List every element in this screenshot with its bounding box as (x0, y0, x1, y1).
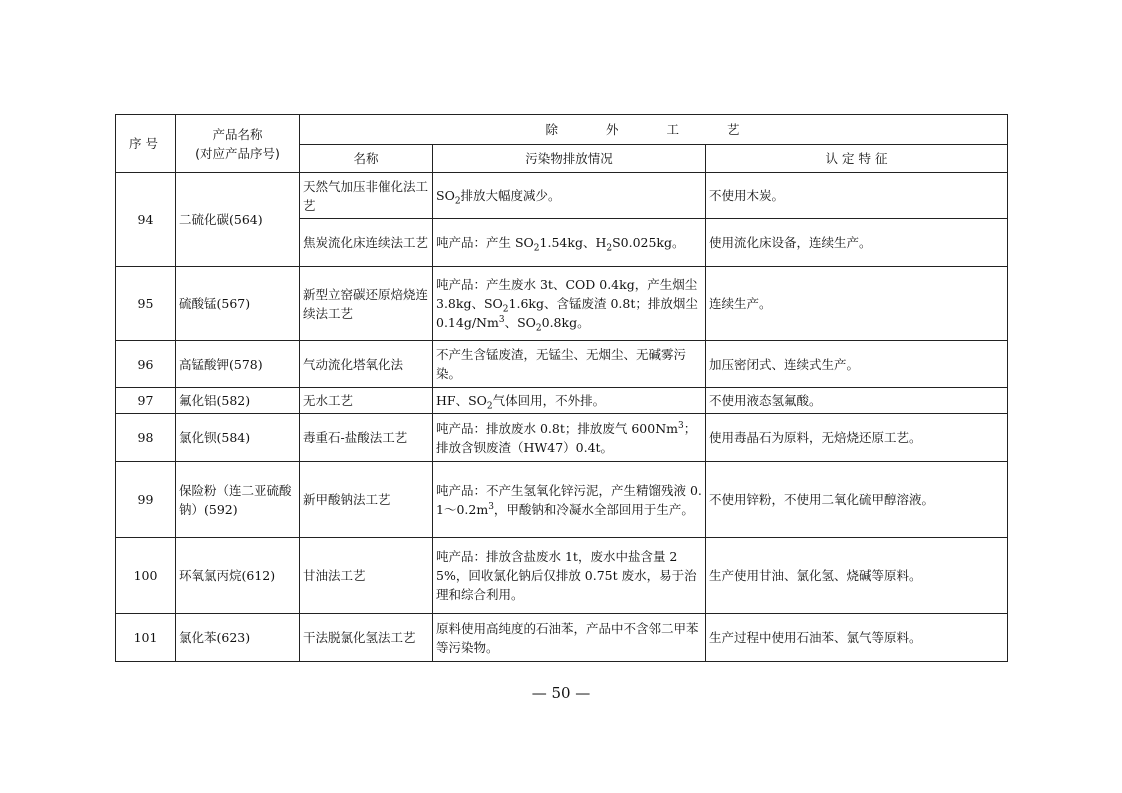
row-pollutant: 吨产品：排放含盐废水 1t，废水中盐含量 25%，回收氯化钠后仅排放 0.75t 废水，易于治理和综合利用。 (433, 538, 706, 614)
header-seq: 序号 (116, 115, 176, 173)
row-pollutant: 吨产品：产生废水 3t、COD 0.4kg，产生烟尘 3.8kg、$SO_21.6kg$、含锰废渣 0.8t；排放烟尘 0.14g/Nm$^3$、$SO_20.8kg$。 (433, 267, 706, 341)
row-product: 二硫化碳(564) (176, 173, 300, 267)
row-pollutant: 吨产品：排放废水 0.8t；排放废气 600Nm$^3$；排放含钡废渣（HW47）0.4t。 (433, 414, 706, 462)
row-product: 保险粉（连二亚硫酸钠）(592) (176, 462, 300, 538)
row-seq: 99 (116, 462, 176, 538)
row-feature: 生产过程中使用石油苯、氯气等原料。 (706, 614, 1008, 662)
row-seq: 101 (116, 614, 176, 662)
row-product: 硫酸锰(567) (176, 267, 300, 341)
row-pollutant: 原料使用高纯度的石油苯，产品中不含邻二甲苯等污染物。 (433, 614, 706, 662)
row-feature: 使用流化床设备，连续生产。 (706, 219, 1008, 267)
row-process-name: 焦炭流化床连续法工艺 (300, 219, 433, 267)
row-process-name: 毒重石-盐酸法工艺 (300, 414, 433, 462)
row-process-name: 干法脱氯化氢法工艺 (300, 614, 433, 662)
row-product: 氯化钡(584) (176, 414, 300, 462)
row-pollutant: $SO_2$排放大幅度减少。 (433, 173, 706, 219)
table-row (116, 341, 1008, 388)
header-exclusion-group: 除 外 工 艺 (300, 115, 1008, 145)
row-pollutant: 不产生含锰废渣，无锰尘、无烟尘、无碱雾污染。 (433, 341, 706, 388)
row-process-name: 甘油法工艺 (300, 538, 433, 614)
row-seq: 95 (116, 267, 176, 341)
row-product: 氟化铝(582) (176, 388, 300, 414)
header-product (176, 115, 300, 173)
row-feature: 不使用木炭。 (706, 173, 1008, 219)
row-seq: 100 (116, 538, 176, 614)
row-seq: 98 (116, 414, 176, 462)
header-feature: 认 定 特 征 (706, 145, 1008, 173)
table-row (116, 388, 1008, 414)
row-pollutant: 吨产品：产生 $SO_21.54kg$、$H_2S0.025kg$。 (433, 219, 706, 267)
table-row (116, 614, 1008, 662)
table-row (116, 538, 1008, 614)
row-feature: 不使用液态氢氟酸。 (706, 388, 1008, 414)
row-seq: 97 (116, 388, 176, 414)
row-process-name: 新型立窑碳还原焙烧连续法工艺 (300, 267, 433, 341)
table-row (116, 414, 1008, 462)
row-feature: 使用毒晶石为原料，无焙烧还原工艺。 (706, 414, 1008, 462)
row-seq: 94 (116, 173, 176, 267)
row-process-name: 无水工艺 (300, 388, 433, 414)
page-number: — 50 — (531, 684, 591, 702)
row-product: 环氧氯丙烷(612) (176, 538, 300, 614)
table-row (116, 267, 1008, 341)
row-pollutant: 吨产品：不产生氢氧化锌污泥，产生精馏残液 $0.1\sim 0.2m^3$，甲酸钠和冷凝水全部回用于生产。 (433, 462, 706, 538)
row-process-name: 新甲酸钠法工艺 (300, 462, 433, 538)
row-seq: 96 (116, 341, 176, 388)
row-process-name: 天然气加压非催化法工艺 (300, 173, 433, 219)
table-row (116, 173, 1008, 219)
row-feature: 连续生产。 (706, 267, 1008, 341)
header-name: 名称 (300, 145, 433, 173)
header-pollutant: 污染物排放情况 (433, 145, 706, 173)
row-feature: 生产使用甘油、氯化氢、烧碱等原料。 (706, 538, 1008, 614)
row-pollutant: HF、$SO_2$气体回用，不外排。 (433, 388, 706, 414)
row-product: 氯化苯(623) (176, 614, 300, 662)
header-product-line1: 产品名称 (212, 126, 263, 142)
header-product-line2: (对应产品序号) (195, 145, 280, 161)
row-feature: 加压密闭式、连续式生产。 (706, 341, 1008, 388)
exclusion-process-table (115, 114, 1008, 662)
table-row (116, 462, 1008, 538)
row-feature: 不使用锌粉，不使用二氧化硫甲醇溶液。 (706, 462, 1008, 538)
row-process-name: 气动流化塔氧化法 (300, 341, 433, 388)
row-product: 高锰酸钾(578) (176, 341, 300, 388)
